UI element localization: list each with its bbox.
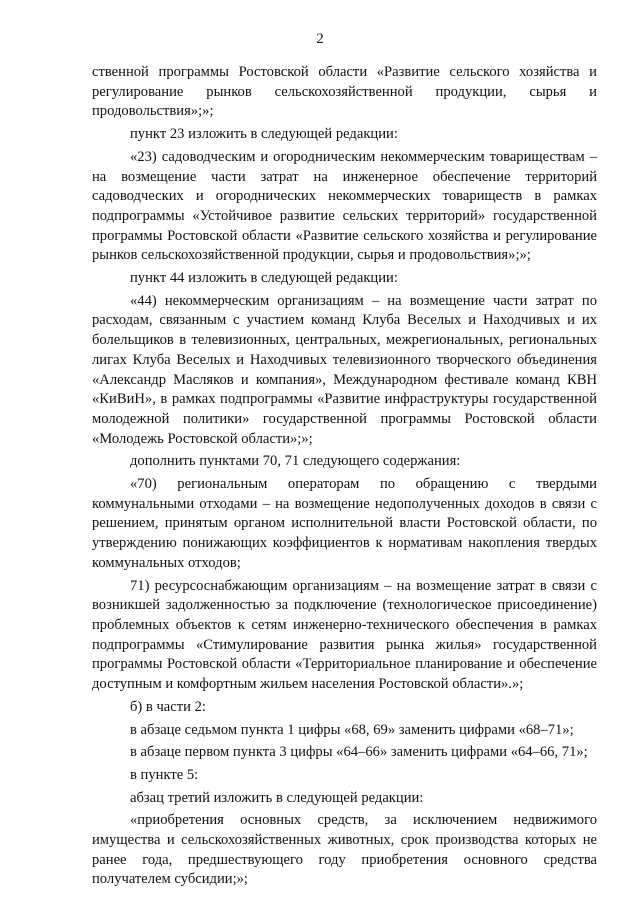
page-number: 2 bbox=[316, 31, 324, 47]
paragraph-item-44-text: «44) некоммерческим организациям – на возмещение части затрат по расходам, связанным с участием команд Клуба Веселых и Находчивых и их болельщиков в телевизионных, центральных, межрегиональных, региональных лигах Клуба Веселых и Находчивых телевизионного творческого объединения «Александр Масляков и компания», Международном фестивале команд КВН «КиВиН», в рамках подпрограммы «Развитие инфраструктуры государственной молодежной политики» государственной программы Ростовской области «Молодежь Ростовской области»;»; bbox=[92, 292, 597, 447]
paragraph-point-1-change: в абзаце седьмом пункта 1 цифры «68, 69» заменить цифрами «68–71»; bbox=[130, 721, 574, 738]
paragraph-instruction-items-70-71: дополнить пунктами 70, 71 следующего содержания: bbox=[130, 453, 461, 470]
paragraph-instruction-third-abzac: абзац третий изложить в следующей редакции: bbox=[130, 789, 424, 806]
document-body bbox=[92, 63, 597, 890]
paragraph-third-abzac-text: «приобретения основных средств, за исключением недвижимого имущества и сельскохозяйственных животных, срок производства которых не ранее года, предшествующего году приобретения основного средства получателем субсидии;»; bbox=[92, 812, 597, 888]
paragraph-item-71-text: 71) ресурсоснабжающим организациям – на возмещение затрат в связи с возникшей задолженностью за подключение (технологическое присоединение) проблемных объектов к сетям инженерно-технического обеспечения в рамках подпрограммы «Стимулирование развития рынка жилья» государственной программы Ростовской области «Территориальное планирование и обеспечение доступным и комфортным жильем населения Ростовской области».»; bbox=[92, 577, 597, 693]
paragraph-continuation: ственной программы Ростовской области «Развитие сельского хозяйства и регулирование рынков сельскохозяйственной продукции, сырья и продовольствия»;»; bbox=[92, 64, 597, 120]
paragraph-point-3-change: в абзаце первом пункта 3 цифры «64–66» заменить цифрами «64–66, 71»; bbox=[130, 744, 588, 761]
paragraph-instruction-item-44: пункт 44 изложить в следующей редакции: bbox=[130, 270, 398, 287]
paragraph-point-5: в пункте 5: bbox=[130, 766, 199, 783]
paragraph-part-2: б) в части 2: bbox=[130, 698, 206, 715]
paragraph-item-70-text: «70) региональным операторам по обращению с твердыми коммунальными отходами – на возмещение недополученных доходов в связи с решением, принятым органом исполнительной власти Ростовской области, по утверждению понижающих коэффициентов к нормативам накопления твердых коммунальных отходов; bbox=[92, 476, 597, 571]
paragraph-instruction-item-23: пункт 23 изложить в следующей редакции: bbox=[130, 126, 398, 143]
paragraph-item-23-text: «23) садоводческим и огородническим некоммерческим товариществам – на возмещение части затрат на инженерное обеспечение территорий садоводческих и огороднических некоммерческих товариществ в рамках подпрограммы «Устойчивое развитие сельских территорий» государственной программы Ростовской области «Развитие сельского хозяйства и регулирование рынков сельскохозяйственной продукции, сырья и продовольствия»;»; bbox=[92, 148, 597, 264]
